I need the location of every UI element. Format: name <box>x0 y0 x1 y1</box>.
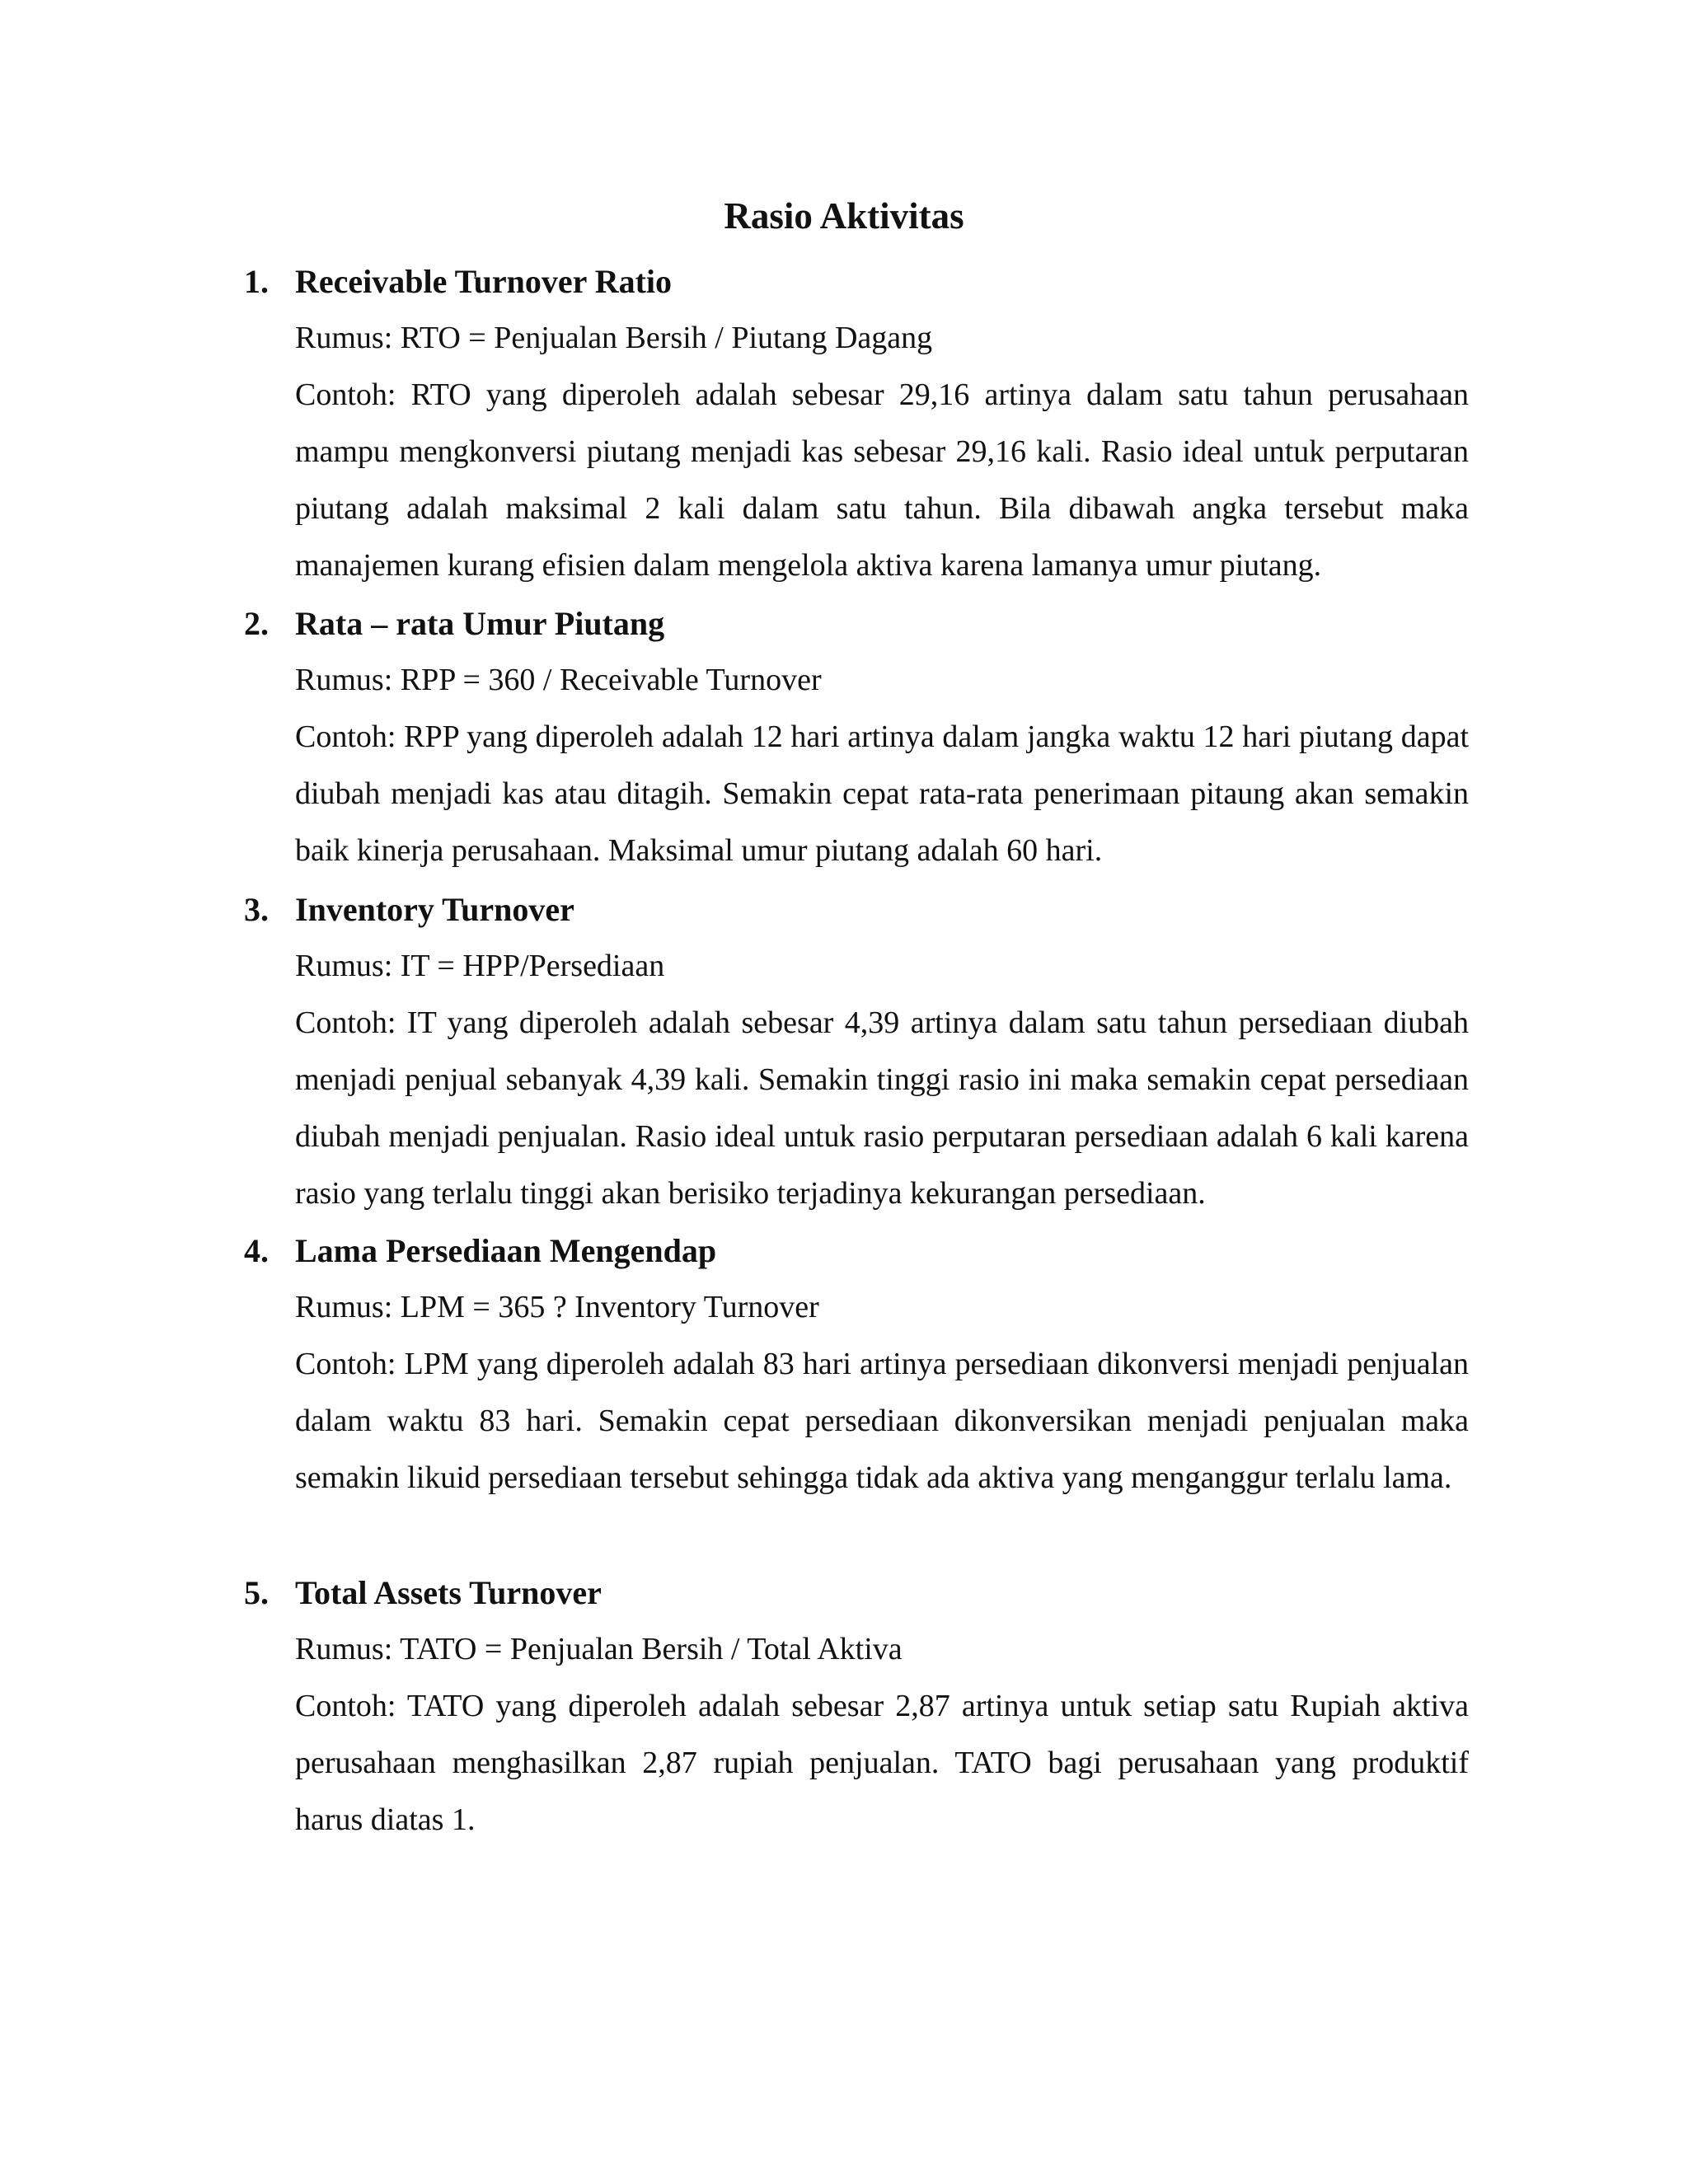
section-title: Rata – rata Umur Piutang <box>295 605 665 642</box>
section-inventory-turnover <box>244 882 1469 1222</box>
section-receivable-turnover <box>244 254 1469 594</box>
formula-text: Rumus: LPM = 365 ? Inventory Turnover <box>295 1290 819 1324</box>
section-title: Lama Persediaan Mengendap <box>295 1232 717 1269</box>
section-average-receivable-age <box>244 596 1469 879</box>
section-title: Receivable Turnover Ratio <box>295 263 673 300</box>
section-heading <box>244 254 1469 310</box>
formula-text: Rumus: RPP = 360 / Receivable Turnover <box>295 663 822 697</box>
example-paragraph: Contoh: RTO yang diperoleh adalah sebesar 29,16 artinya dalam satu tahun perusahaan mampu mengkonversi piutang menjadi kas sebesar 29,16 kali. Rasio ideal untuk perputaran piutang adalah maksimal 2 kali dalam satu tahun. Bila dibawah angka tersebut maka manajemen kurang efisien dalam mengelola aktiva karena lamanya umur piutang. <box>295 377 1469 583</box>
section-inventory-holding-period <box>244 1223 1469 1507</box>
formula-text: Rumus: TATO = Penjualan Bersih / Total Aktiva <box>295 1632 903 1666</box>
section-number: 1. <box>244 263 269 300</box>
section-number: 5. <box>244 1574 269 1611</box>
section-number: 2. <box>244 605 269 642</box>
section-number: 3. <box>244 891 269 928</box>
section-heading <box>244 1223 1469 1279</box>
example-paragraph: Contoh: LPM yang diperoleh adalah 83 hari artinya persediaan dikonversi menjadi penjualan dalam waktu 83 hari. Semakin cepat persediaan dikonversikan menjadi penjualan maka semakin likuid persediaan tersebut sehingga tidak ada aktiva yang menganggur terlalu lama. <box>295 1347 1469 1495</box>
section-title: Total Assets Turnover <box>295 1574 602 1611</box>
section-title: Inventory Turnover <box>295 891 574 928</box>
section-total-assets-turnover <box>244 1565 1469 1849</box>
example-paragraph: Contoh: TATO yang diperoleh adalah sebesar 2,87 artinya untuk setiap satu Rupiah aktiva perusahaan menghasilkan 2,87 rupiah penjualan. TATO bagi perusahaan yang produktif harus diatas 1. <box>295 1689 1469 1837</box>
section-heading <box>244 596 1469 652</box>
formula-text: Rumus: IT = HPP/Persediaan <box>295 949 665 983</box>
section-number: 4. <box>244 1232 269 1269</box>
section-heading <box>244 1565 1469 1621</box>
page-title: Rasio Aktivitas <box>724 195 964 237</box>
section-heading <box>244 882 1469 938</box>
example-paragraph: Contoh: RPP yang diperoleh adalah 12 hari artinya dalam jangka waktu 12 hari piutang dapat diubah menjadi kas atau ditagih. Semakin cepat rata-rata penerimaan pitaung akan semakin baik kinerja perusahaan. Maksimal umur piutang adalah 60 hari. <box>295 719 1469 868</box>
example-paragraph: Contoh: IT yang diperoleh adalah sebesar 4,39 artinya dalam satu tahun persediaan diubah menjadi penjual sebanyak 4,39 kali. Semakin tinggi rasio ini maka semakin cepat persediaan diubah menjadi penjualan. Rasio ideal untuk rasio perputaran persediaan adalah 6 kali karena rasio yang terlalu tinggi akan berisiko terjadinya kekurangan persediaan. <box>295 1005 1469 1211</box>
formula-text: Rumus: RTO = Penjualan Bersih / Piutang Dagang <box>295 321 933 355</box>
